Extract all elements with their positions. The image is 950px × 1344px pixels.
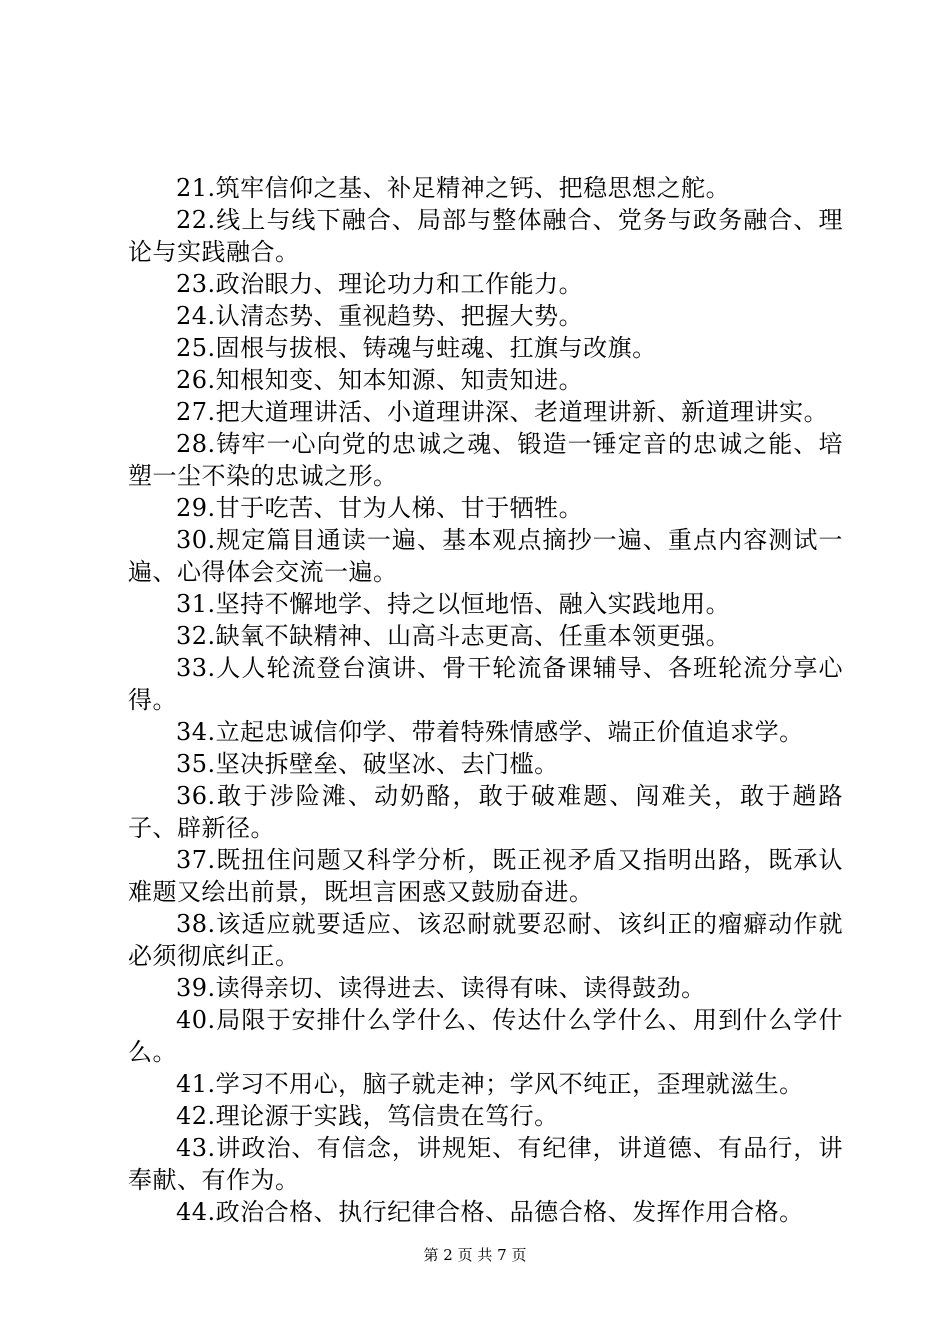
list-item: 44.政治合格、执行纪律合格、品德合格、发挥作用合格。 [176,1198,804,1226]
list-item: 22.线上与线下融合、局部与整体融合、党务与政务融合、理论与实践融合。 [128,206,843,266]
list-item: 21.筑牢信仰之基、补足精神之钙、把稳思想之舵。 [176,174,731,202]
list-item: 28.铸牢一心向党的忠诚之魂、锻造一锤定音的忠诚之能、培塑一尘不染的忠诚之形。 [128,430,843,490]
list-item: 30.规定篇目通读一遍、基本观点摘抄一遍、重点内容测试一遍、心得体会交流一遍。 [128,526,843,586]
list-item: 39.读得亲切、读得进去、读得有味、读得鼓劲。 [176,974,706,1002]
list-item: 42.理论源于实践，笃信贵在笃行。 [176,1102,559,1130]
list-item: 43.讲政治、有信念，讲规矩、有纪律，讲道德、有品行，讲奉献、有作为。 [128,1134,843,1194]
list-item: 35.坚决拆壁垒、破坚冰、去门槛。 [176,750,559,778]
list-item: 32.缺氧不缺精神、山高斗志更高、任重本领更强。 [176,622,731,650]
list-item: 38.该适应就要适应、该忍耐就要忍耐、该纠正的瘤癖动作就必须彻底纠正。 [128,910,843,970]
list-item: 27.把大道理讲活、小道理讲深、老道理讲新、新道理讲实。 [176,398,829,426]
list-item: 33.人人轮流登台演讲、骨干轮流备课辅导、各班轮流分享心得。 [128,654,843,714]
list-item: 41.学习不用心，脑子就走神；学风不纯正，歪理就滋生。 [176,1070,804,1098]
list-item: 40.局限于安排什么学什么、传达什么学什么、用到什么学什么。 [128,1006,843,1066]
page-number-footer: 第 2 页 共 7 页 [423,1246,527,1264]
list-item: 24.认清态势、重视趋势、把握大势。 [176,302,584,330]
list-item: 34.立起忠诚信仰学、带着特殊情感学、端正价值追求学。 [176,718,804,746]
list-item: 25.固根与拔根、铸魂与蛀魂、扛旗与改旗。 [176,334,657,362]
list-item: 26.知根知变、知本知源、知责知进。 [176,366,584,394]
document-body [128,172,843,1228]
list-item: 29.甘于吃苦、甘为人梯、甘于牺牲。 [176,494,584,522]
list-item: 31.坚持不懈地学、持之以恒地悟、融入实践地用。 [176,590,731,618]
list-item: 36.敢于涉险滩、动奶酪，敢于破难题、闯难关，敢于趟路子、辟新径。 [128,782,843,842]
list-item: 23.政治眼力、理论功力和工作能力。 [176,270,584,298]
list-item: 37.既扭住问题又科学分析，既正视矛盾又指明出路，既承认难题又绘出前景，既坦言困惑又鼓励奋进。 [128,846,843,906]
